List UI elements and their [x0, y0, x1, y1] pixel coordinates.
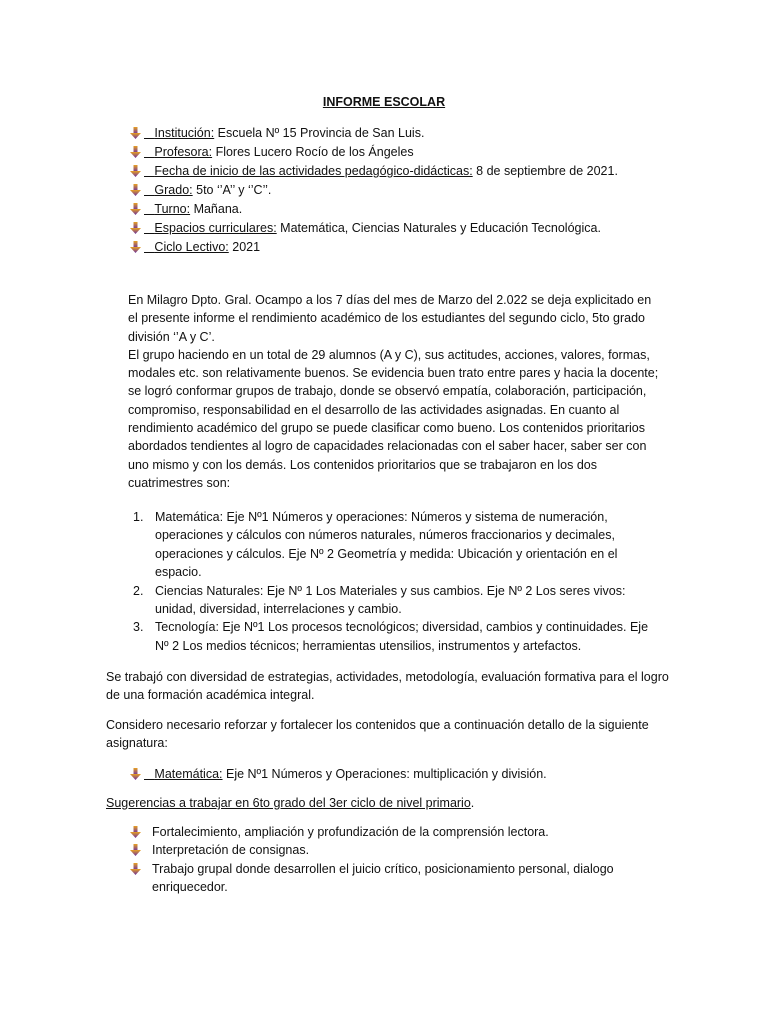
- header-item-value: 8 de septiembre de 2021.: [472, 164, 618, 178]
- item-number: 2.: [133, 583, 144, 598]
- arrow-bullet-icon: [130, 165, 141, 177]
- arrow-bullet-icon: [130, 184, 141, 196]
- item-number: 3.: [133, 620, 144, 635]
- arrow-bullet-icon: [130, 863, 141, 875]
- item-text: Ciencias Naturales: Eje Nº 1 Los Materiales y sus cambios. Eje Nº 2 Los seres vivos: unidad, diversidad, interrelaciones y cambio.: [155, 583, 626, 617]
- arrow-bullet-icon: [130, 826, 141, 838]
- suggestions-list: [130, 823, 670, 897]
- header-item-label: Fecha de inicio de las actividades pedagógico-didácticas:: [154, 164, 473, 178]
- header-item-value: 2021: [228, 240, 261, 254]
- item-number: 1.: [133, 510, 144, 524]
- intro-section: [128, 291, 660, 492]
- header-item: [130, 181, 271, 199]
- header-item-value: Flores Lucero Rocío de los Ángeles: [212, 145, 414, 159]
- header-item: [130, 124, 424, 142]
- suggestions-heading-line: [106, 794, 474, 812]
- header-item-label: Institución:: [154, 126, 215, 140]
- header-item-value: Mañana.: [190, 202, 243, 216]
- header-item: [130, 143, 414, 161]
- header-item-label: Grado:: [154, 183, 193, 197]
- suggestion-item: [130, 860, 670, 897]
- suggestion-item: [130, 823, 670, 841]
- paragraph-group: El grupo haciendo en un total de 29 alumnos (A y C), sus actitudes, acciones, valores, formas, modales etc. son relativamente buenos. Se evidencia buen trato entre pares y hacia la docente; se logró conformar grupos de trabajo, donde se observó empatía, colaboración, participación, compromiso, responsabilidad en el desarrollo de las actividades asignadas. En cuanto al rendimiento académico del grupo se puede clasificar como bueno. Los contenidos prioritarios abordados tendientes al logro de capacidades relacionadas con el saber hacer, saber ser con uno mismo y con los demás. Los contenidos prioritarios que se trabajaron en los dos cuatrimestres son:: [128, 347, 659, 490]
- numbered-item: [133, 618, 658, 655]
- header-item: [130, 238, 260, 256]
- header-item-label: Turno:: [154, 202, 191, 216]
- item-text: Tecnología: Eje Nº1 Los procesos tecnológicos; diversidad, cambios y continuidades. Eje Nº 2 Los medios técnicos; herramientas utensilios, instrumentos y artefactos.: [155, 620, 649, 653]
- numbered-item: [133, 582, 658, 619]
- reinforce-label: Matemática:: [154, 767, 223, 781]
- arrow-bullet-icon: [130, 844, 141, 856]
- numbered-item: [133, 508, 658, 582]
- suggestion-item: [130, 841, 670, 859]
- header-item: [130, 162, 618, 180]
- document-title: INFORME ESCOLAR: [322, 95, 446, 109]
- header-item-label: Espacios curriculares:: [154, 221, 277, 235]
- suggestion-text: Trabajo grupal donde desarrollen el juicio crítico, posicionamiento personal, dialogo enriquecedor.: [152, 861, 614, 895]
- arrow-bullet-icon: [130, 203, 141, 215]
- header-item-label: Ciclo Lectivo:: [154, 240, 229, 254]
- header-item-value: 5to ‘’A’’ y ‘’C’’.: [192, 183, 272, 197]
- reinforce-item: [130, 765, 547, 783]
- header-item-value: Matemática, Ciencias Naturales y Educación Tecnológica.: [276, 221, 601, 235]
- suggestion-text: Interpretación de consignas.: [152, 843, 310, 858]
- suggestions-heading: Sugerencias a trabajar en 6to grado del 3er ciclo de nivel primario: [106, 796, 471, 810]
- contents-numbered-list: [133, 508, 658, 655]
- arrow-bullet-icon: [130, 241, 141, 253]
- paragraph-reinforce: Considero necesario reforzar y fortalecer los contenidos que a continuación detallo de la siguiente asignatura:: [106, 718, 649, 751]
- header-item-value: Escuela Nº 15 Provincia de San Luis.: [214, 126, 425, 140]
- header-item-label: Profesora:: [154, 145, 213, 159]
- arrow-bullet-icon: [130, 127, 141, 139]
- header-item: [130, 200, 242, 218]
- arrow-bullet-icon: [130, 768, 141, 780]
- item-text: Matemática: Eje Nº1 Números y operaciones: Números y sistema de numeración, operaciones y cálculos con números naturales, números fraccionarios y decimales, operaciones y cálculos. Eje Nº 2 Geometría y medida: Ubicación y orientación en el espacio.: [155, 510, 618, 580]
- suggestion-text: Fortalecimiento, ampliación y profundización de la comprensión lectora.: [152, 825, 549, 839]
- paragraph-intro: En Milagro Dpto. Gral. Ocampo a los 7 días del mes de Marzo del 2.022 se deja explicitado en el presente informe el rendimiento académico de los estudiantes del segundo ciclo, 5to grado división ‘’A y C’.: [128, 293, 652, 344]
- paragraph-strategies: Se trabajó con diversidad de estrategias, actividades, metodología, evaluación formativa para el logro de una formación académica integral.: [106, 670, 669, 703]
- arrow-bullet-icon: [130, 222, 141, 234]
- reinforce-value: Eje Nº1 Números y Operaciones: multiplicación y división.: [222, 767, 547, 781]
- suggestions-heading-period: .: [470, 796, 475, 810]
- header-item: [130, 219, 601, 237]
- arrow-bullet-icon: [130, 146, 141, 158]
